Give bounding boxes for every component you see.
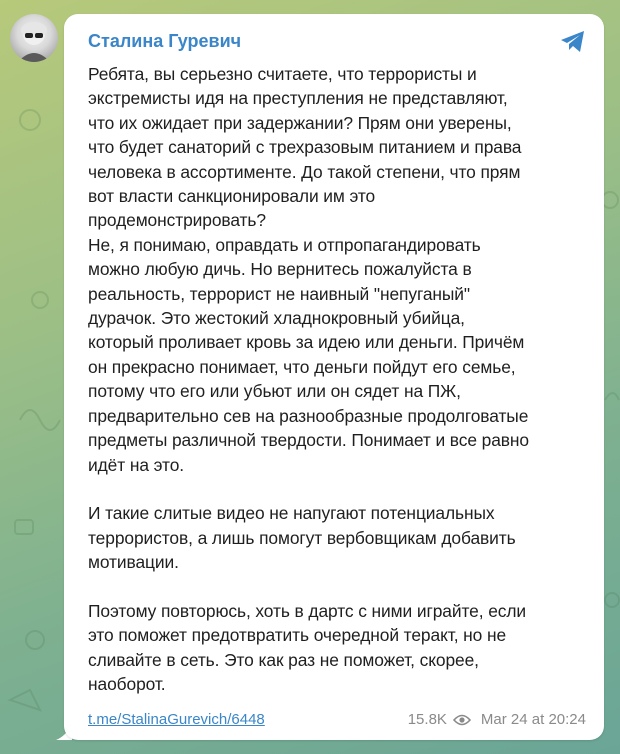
message-header (88, 28, 586, 54)
message-bubble (64, 14, 604, 740)
author-name[interactable]: Сталина Гуревич (88, 30, 242, 51)
post-link[interactable]: t.me/StalinaGurevich/6448 (88, 711, 265, 728)
avatar-photo-icon (10, 14, 58, 62)
view-count: 15.8K (407, 711, 447, 728)
message-text: Ребята, вы серьезно считаете, что террористы и экстремисты идя на преступления не представляют, что их ожидает при задержании? Прям они уверены, что будет санаторий с трехразовым питанием и права человека в ассортименте. До такой степени, что прям вот власти санкционировали им это продемонстрировать? Не, я понимаю, оправдать и отпропагандировать можно любую дичь. Но вернитесь пожалуйста в реальность, террорист не наивный "непуганый" дурачок. Это жестокий хладнокровный убийца, который проливает кровь за идею или деньги. Причём он прекрасно понимает, что деньги пойдут его семье, потому что его или убьют или он сядет на ПЖ, предварительно сев на разнообразные продолговатые предметы различной твердости. Понимает и все равно идёт на это. И такие слитые видео не напугают потенциальных террористов, а лишь помогут вербовщикам добавить мотивации. Поэтому повторюсь, хоть в дартс с ними играйте, если это поможет предотвратить очередной теракт, но не сливайте в сеть. Это как раз не поможет, скорее, наоборот. (88, 64, 530, 695)
telegram-icon[interactable] (558, 26, 588, 56)
eye-icon (453, 714, 471, 726)
message-date: Mar 24 at 20:24 (480, 711, 586, 728)
message-meta (408, 711, 586, 728)
message-footer (88, 711, 586, 728)
avatar[interactable] (10, 14, 58, 62)
